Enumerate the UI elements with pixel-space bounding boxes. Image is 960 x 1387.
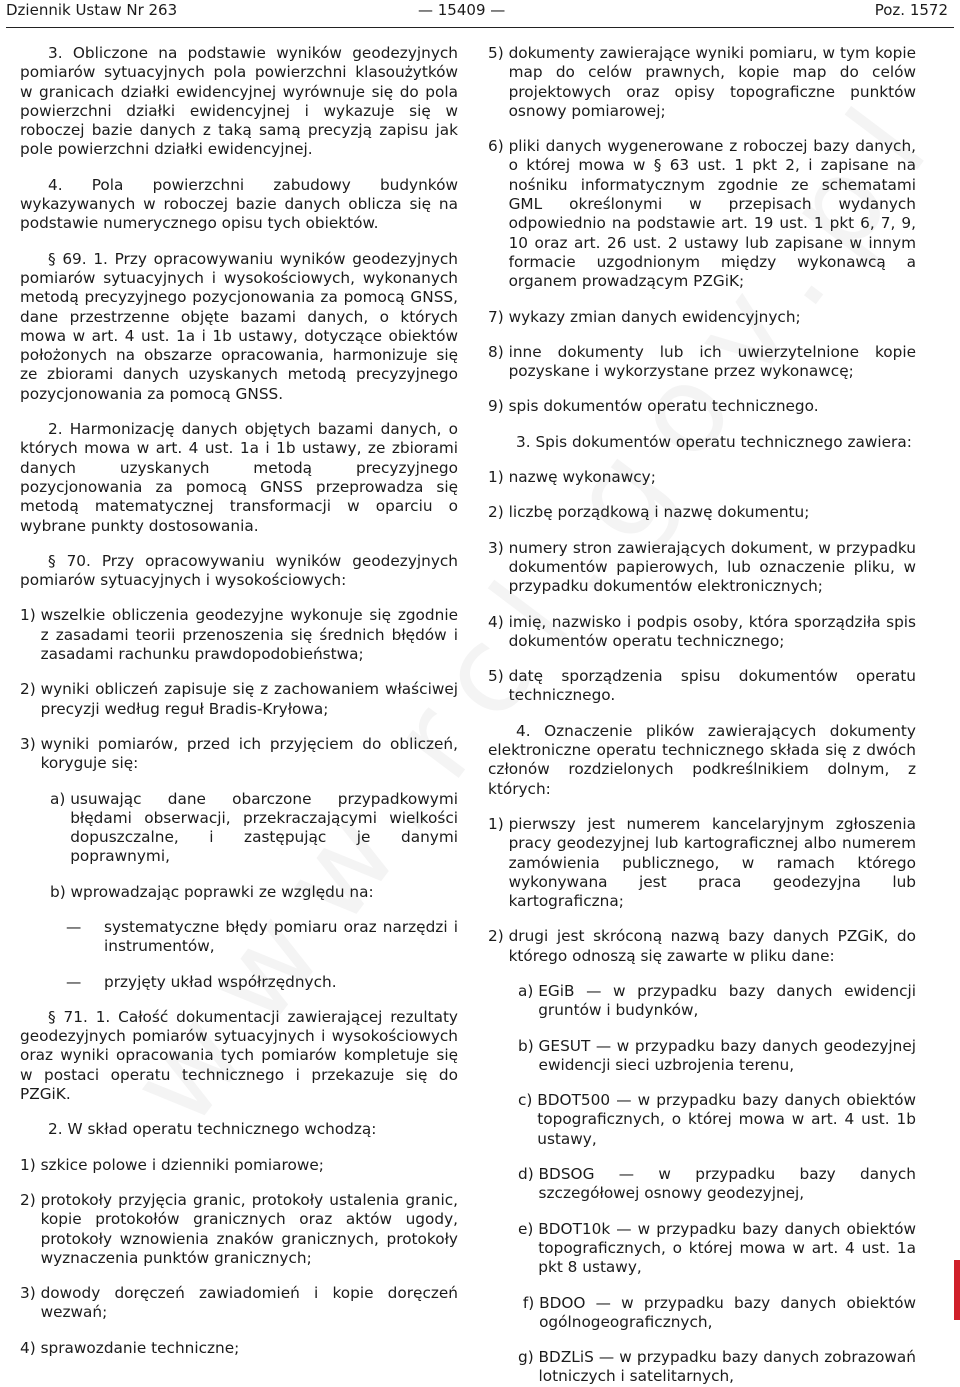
list-text: sprawozdanie techniczne; (40, 1338, 240, 1357)
sub-item (518, 1091, 916, 1149)
paragraph-4: 4. Oznaczenie plików zawierających dokumenty elektroniczne operatu technicznego składa się z dwóch członów rozdzielonych podkreślnikiem dolnym, z których: (488, 721, 916, 798)
header-rule (6, 27, 954, 28)
list-item (488, 397, 916, 416)
sub-text: BDOO — w przypadku bazy danych obiektów ogólnogeograficznych, (539, 1293, 916, 1331)
left-column (20, 44, 458, 1358)
sub-text: BDOT10k — w przypadku bazy danych obiektów topograficznych, o której mowa w art. 4 ust. 1a pkt 8 ustawy, (538, 1219, 916, 1277)
list-number: 5) (488, 44, 509, 62)
dash-text: przyjęty układ współrzędnych. (104, 972, 337, 991)
dash-text: systematyczne błędy pomiaru oraz narzędzi i instrumentów, (104, 917, 458, 956)
section-70-intro: § 70. Przy opracowywaniu wyników geodezyjnych pomiarów sytuacyjnych i wysokościowych: (20, 551, 458, 590)
dash-marker: — (66, 917, 82, 936)
section-69-2: 2. Harmonizację danych objętych bazami danych, o których mowa w art. 4 ust. 1a i 1b ustawy, ze zbiorami danych uzyskanych metodą precyzyjnego pozycjonowania za pomocą GNSS przeprowadza się metodą matematycznej transformacji w oparciu o wybrane punkty dostosowania. (20, 420, 458, 535)
sub-letter: d) (518, 1165, 539, 1184)
sub-text: BDSOG — w przypadku bazy danych szczegółowej osnowy geodezyjnej, (538, 1165, 916, 1203)
paragraph-3: 3. Obliczone na podstawie wyników geodezyjnych pomiarów sytuacyjnych pola powierzchni klasoużytków w granicach działki ewidencyjnej wyrównuje się do pola powierzchni działki ewidencyjnej i wykazuje się w roboczej bazie danych z taką samą precyzją zapisu jak pole powierzchni działki ewidencyjnej. (20, 44, 458, 159)
sub-item (518, 1220, 916, 1278)
list-number: 4) (488, 612, 509, 631)
sub-item (518, 1037, 916, 1076)
sub-letter: a) (50, 789, 71, 808)
list-number: 3) (20, 1284, 41, 1303)
section-71-2: 2. W skład operatu technicznego wchodzą: (48, 1120, 377, 1139)
list-number: 9) (488, 397, 509, 416)
list-item (20, 1339, 458, 1358)
page-number: — 15409 — (418, 1, 506, 19)
list-number: 6) (488, 137, 509, 156)
list-text: dowody doręczeń zawiadomień i kopie doręczeń wezwań; (40, 1284, 458, 1322)
sub-letter: f) (518, 1293, 540, 1312)
sub-letter: c) (518, 1091, 538, 1110)
list-number: 5) (488, 667, 509, 686)
sub-letter: a) (518, 981, 539, 1000)
list-number: 1) (488, 814, 509, 833)
paragraph-3: 3. Spis dokumentów operatu technicznego zawiera: (516, 432, 912, 451)
dash-item (66, 973, 458, 992)
sub-item (518, 1165, 916, 1204)
list-text: liczbę porządkową i nazwę dokumentu; (508, 503, 810, 522)
position-number: Poz. 1572 (874, 1, 948, 19)
list-number: 2) (488, 927, 509, 946)
list-item (20, 680, 458, 719)
sub-item (518, 1348, 916, 1387)
sub-text: EGiB — w przypadku bazy danych ewidencji gruntów i budynków, (538, 981, 916, 1020)
journal-title: Dziennik Ustaw Nr 263 (6, 1, 178, 19)
sub-item (518, 982, 916, 1021)
list-item (20, 735, 458, 774)
list-item (488, 44, 916, 121)
list-item (488, 503, 916, 522)
list-text: datę sporządzenia spisu dokumentów operatu technicznego. (508, 667, 916, 705)
sub-letter: g) (518, 1348, 539, 1367)
list-text: szkice polowe i dzienniki pomiarowe; (40, 1155, 324, 1174)
list-number: 1) (20, 1155, 41, 1174)
list-item (20, 606, 458, 664)
list-number: 1) (488, 468, 509, 487)
list-item (20, 1191, 458, 1268)
list-number: 8) (488, 342, 509, 361)
list-item (488, 667, 916, 706)
sub-text: BDZLiS — w przypadku bazy danych zobrazowań lotniczych i satelitarnych, (538, 1348, 916, 1386)
sub-text: usuwając dane obarczone przypadkowymi błędami obserwacji, przekraczającymi wielkości dopuszczalne, i zastępując je danymi poprawnymi, (70, 789, 458, 866)
right-column (488, 44, 916, 1387)
sub-letter: b) (518, 1036, 539, 1055)
list-number: 2) (20, 1190, 41, 1209)
list-number: 3) (488, 538, 509, 557)
sub-text: wprowadzając poprawki ze względu na: (70, 882, 374, 901)
list-text: wszelkie obliczenia geodezyjne wykonuje się zgodnie z zasadami teorii przenoszenia się średnich błędów i zasadami rachunku prawdopodobieństwa; (40, 606, 458, 664)
list-number: 2) (20, 680, 41, 699)
list-text: inne dokumenty lub ich uwierzytelnione kopie pozyskane i wykorzystane przez wykonawcę; (508, 342, 916, 381)
sub-letter: b) (50, 882, 71, 901)
sub-text: GESUT — w przypadku bazy danych geodezyjnej ewidencji sieci uzbrojenia terenu, (538, 1036, 916, 1074)
list-text: protokoły przyjęcia granic, protokoły ustalenia granic, kopie protokołów granicznych oraz aktów ugody, protokoły wznowienia znaków granicznych, protokoły wyznaczenia punktów granicznych; (40, 1190, 458, 1267)
list-text: dokumenty zawierające wyniki pomiaru, w tym kopie map do celów prawnych, kopie map do celów projektowych oraz opisy topograficzne punktów osnowy pomiarowej; (508, 44, 916, 120)
list-item (488, 343, 916, 382)
list-item (20, 1156, 458, 1175)
sub-item (518, 1294, 916, 1333)
list-text: drugi jest skróconą nazwą bazy danych PZGiK, do którego odnoszą się zawarte w pliku dane: (508, 927, 916, 965)
section-69-1: § 69. 1. Przy opracowywaniu wyników geodezyjnych pomiarów sytuacyjnych i wysokościowych, wykonanych metodą precyzyjnego pozycjonowania za pomocą GNSS, dane przestrzenne objęte bazami danych, o których mowa w art. 4 ust. 1a i 1b ustawy, dotyczące obiektów położonych na obszarze opracowania, harmonizuje się ze zbiorami danych uzyskanych metodą precyzyjnego pozycjonowania za pomocą GNSS. (20, 249, 458, 403)
list-text: imię, nazwisko i podpis osoby, która sporządziła spis dokumentów operatu technicznego; (508, 612, 916, 650)
sub-item (50, 790, 458, 867)
paragraph-4: 4. Pola powierzchni zabudowy budynków wykazywanych w roboczej bazie danych oblicza się na podstawie numerycznego opisu tych obiektów. (20, 175, 458, 233)
list-item (488, 468, 916, 487)
sub-letter: e) (518, 1219, 539, 1238)
list-text: spis dokumentów operatu technicznego. (508, 397, 819, 416)
dash-item (66, 918, 458, 957)
list-item (488, 137, 916, 291)
list-text: pierwszy jest numerem kancelaryjnym zgłoszenia pracy geodezyjnej lub kartograficznej albo numerem zamówienia publicznego, w ramach którego wykonywana jest praca geodezyjna lub kartograficzna; (508, 814, 916, 911)
list-text: wyniki pomiarów, przed ich przyjęciem do obliczeń, koryguje się: (40, 734, 458, 773)
list-item (488, 613, 916, 652)
list-text: wykazy zmian danych ewidencyjnych; (508, 307, 801, 326)
list-number: 3) (20, 734, 41, 753)
list-item (488, 927, 916, 966)
sub-item (50, 883, 458, 902)
list-text: numery stron zawierających dokument, w przypadku dokumentów papierowych, lub oznaczenie pliku, w przypadku dokumentów elektronicznych; (508, 538, 916, 596)
page-header (0, 0, 960, 30)
dash-marker: — (66, 972, 82, 991)
sub-text: BDOT500 — w przypadku bazy danych obiektów topograficznych, o której mowa w art. 4 ust. 1b ustawy, (537, 1091, 916, 1148)
list-item (488, 815, 916, 911)
list-item (488, 308, 916, 327)
list-item (488, 539, 916, 597)
list-item (20, 1284, 458, 1323)
edge-marker (954, 1260, 960, 1320)
list-number: 2) (488, 503, 509, 522)
list-number: 1) (20, 606, 41, 625)
list-number: 4) (20, 1338, 41, 1357)
list-number: 7) (488, 307, 509, 326)
list-text: pliki danych wygenerowane z roboczej bazy danych, o której mowa w § 63 ust. 1 pkt 2, i zapisane na nośniku informatycznym zgodnie ze schematami GML określonymi w przepisach wydanych odpowiednio na podstawie art. 19 ust. 1 pkt 6, 7, 9, 10 oraz art. 26 ust. 2 ustawy lub zapisane w innym formacie uzgodnionym między wykonawcą a organem prowadzącym PZGiK; (508, 137, 916, 291)
list-text: wyniki obliczeń zapisuje się z zachowaniem właściwej precyzji według reguł Bradis-Kryłowa; (40, 680, 458, 718)
section-71-1: § 71. 1. Całość dokumentacji zawierającej rezultaty geodezyjnych pomiarów sytuacyjnych i wysokościowych oraz wyniki opracowania tych pomiarów kompletuje się w postaci operatu technicznego i przekazuje się do PZGiK. (20, 1007, 458, 1104)
list-text: nazwę wykonawcy; (508, 468, 656, 487)
